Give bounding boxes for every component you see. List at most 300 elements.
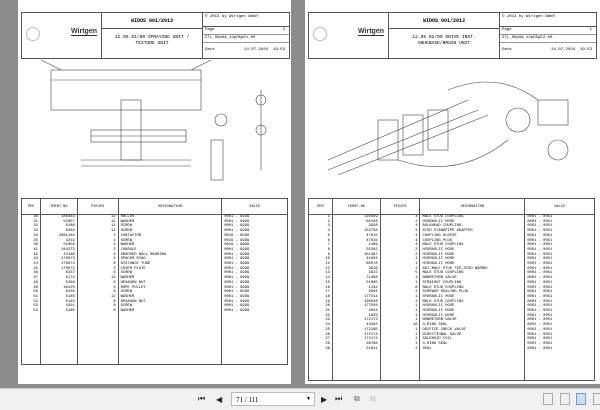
cell-pieces: 1 [380, 276, 420, 281]
cell-ident-no: 3922 [332, 271, 380, 276]
cell-designation: STUD STANDPIPE ADAPTER [420, 229, 525, 234]
cell-designation: HYDRAULIC HOSE [420, 295, 525, 300]
cell-ident-no: 80578 [332, 262, 380, 267]
cell-valid: 0001 - 9999 [222, 262, 288, 267]
cell-designation: ROPE PULLEY [118, 286, 222, 291]
doc-title: WIDOS 001/2013 [102, 13, 202, 29]
cell-ident-no: 172174 [332, 333, 380, 338]
cell-pieces: 8 [77, 309, 118, 314]
cell-pes: 23 [309, 318, 333, 323]
cell-designation: HYDRAULIC HOSE [420, 262, 525, 267]
cell-valid: 0001 - 9999 [222, 215, 288, 220]
wirtgen-logo: Wirtgen [71, 28, 97, 35]
parts-table [21, 198, 288, 365]
cell-pes: 17 [309, 290, 333, 295]
cell-designation: CONTACTOR [118, 234, 222, 239]
cell-ident-no: 48125 [40, 286, 77, 291]
last-page-icon[interactable]: ⏭ [335, 395, 343, 404]
cell-designation: CONSOLE [118, 248, 222, 253]
date-label: Date [502, 48, 512, 52]
cell-pes: 24 [309, 323, 333, 328]
cell-designation: SCREW [118, 229, 222, 234]
copy-icon[interactable]: ⧉ [370, 395, 376, 404]
col-header-pieces: PIECES [77, 199, 118, 215]
seal-icon [313, 27, 327, 41]
cell-valid: 0001 - 9999 [222, 248, 288, 253]
cell-valid: 0001 - 0051 [525, 276, 595, 281]
cell-designation: HYDRAULIC HOSE [420, 309, 525, 314]
cell-pieces: 4 [77, 257, 118, 262]
cell-ident-no: 4043 [332, 309, 380, 314]
page-value: 2 [282, 28, 285, 32]
cell-ident-no: 12166 [40, 253, 77, 258]
cell-pes: 15 [309, 281, 333, 286]
cell-pieces: 2 [77, 248, 118, 253]
continuous-view-icon[interactable] [560, 393, 570, 405]
cell-designation: SCREW [118, 271, 222, 276]
cell-valid: 0001 - 9999 [222, 300, 288, 305]
cell-pes: 9 [309, 253, 333, 258]
date-value: 24.07.2024 [244, 48, 269, 52]
cell-pieces: 8 [77, 304, 118, 309]
cell-pieces: 1 [380, 333, 420, 338]
cell-ident-no: 6264 [40, 229, 77, 234]
cell-pes: 27 [309, 337, 333, 342]
cell-designation: HYDRAULIC HOSE [420, 304, 525, 309]
cell-pieces: 8 [380, 286, 420, 291]
cell-pes: 42 [22, 253, 41, 258]
col-header-designation: DESIGNATION [420, 199, 525, 215]
cell-designation: ROLLER [118, 215, 222, 220]
doc-id: ZTL_SDpHA_12pD5pE2-00 [502, 36, 553, 40]
cell-valid: 0001 - 9999 [222, 295, 288, 300]
cell-designation: DIRECTIONAL VALVE [420, 333, 525, 338]
cell-pes: 22 [309, 314, 333, 319]
cell-pieces: 2 [380, 300, 420, 305]
cell-designation: SCREWED SEALING PLUG [420, 290, 525, 295]
cell-pes: 46 [22, 271, 41, 276]
wirtgen-logo: Wirtgen [358, 28, 384, 35]
cell-pes: 2 [309, 220, 333, 225]
cell-valid: 0001 - 0051 [525, 234, 595, 239]
cell-pes: 6 [309, 239, 333, 244]
col-header-valid: VALID [525, 199, 595, 215]
cell-pes: 18 [309, 295, 333, 300]
cell-designation: SPACER RING [118, 257, 222, 262]
parts-drawing [308, 60, 595, 195]
cell-valid: 0001 - 0051 [525, 243, 595, 248]
cell-pieces: 12 [77, 215, 118, 220]
first-page-icon[interactable]: ⏮ [198, 395, 206, 404]
cell-designation: WASHER [118, 276, 222, 281]
cell-pes: 41 [22, 248, 41, 253]
cell-designation: HEXAGON NUT [118, 281, 222, 286]
cell-ident-no: 1489 [332, 243, 380, 248]
cell-ident-no: 151487 [332, 253, 380, 258]
cell-valid: 0001 - 0051 [525, 253, 595, 258]
cell-pes: 14 [309, 276, 333, 281]
cell-ident-no: 153758 [332, 229, 380, 234]
cell-ident-no: 170872 [40, 267, 77, 272]
cell-valid: 0001 - 0051 [525, 229, 595, 234]
cell-pes: 11 [309, 262, 333, 267]
logo-area [309, 13, 389, 58]
cell-pieces: 1 [380, 314, 420, 319]
cell-pieces: 8 [77, 300, 118, 305]
page-label: Page [502, 28, 512, 32]
section-subtitle: TEXTURE UNIT [135, 41, 169, 46]
cell-pieces: 4 [380, 239, 420, 244]
cell-designation: HEXAGON NUT [118, 300, 222, 305]
pdf-toolbar [0, 388, 600, 410]
cell-valid: 0001 - 0051 [525, 347, 595, 352]
doc-id: ZTL_SDpHA_12pD5pE1-00 [205, 36, 256, 40]
cell-pes: 47 [22, 276, 41, 281]
doc-title: WIDOS 001/2013 [389, 13, 499, 29]
cell-pieces: 4 [380, 243, 420, 248]
cell-pes: 33 [22, 229, 41, 234]
copyright: © 2013 by Wirtgen GmbH [502, 15, 555, 19]
cell-pieces: 4 [77, 239, 118, 244]
cell-pieces: 4 [77, 243, 118, 248]
cell-ident-no: 4219 [40, 239, 77, 244]
date-value: 24.07.2024 [551, 48, 576, 52]
cell-pieces: 1 [380, 257, 420, 262]
cell-pes: 54 [22, 309, 41, 314]
cell-ident-no: 5174 [40, 276, 77, 281]
cell-valid: 0019 - 9999 [222, 239, 288, 244]
time-value: 19:53 [579, 48, 592, 52]
cell-pieces: 2 [77, 234, 118, 239]
cell-pieces: 1 [380, 304, 420, 309]
cell-valid: 0001 - 9999 [222, 276, 288, 281]
cell-pes: 31 [22, 220, 41, 225]
cell-pes: 7 [309, 243, 333, 248]
cell-valid: 0001 - 9999 [222, 267, 288, 272]
cell-pieces: 12 [77, 276, 118, 281]
cell-valid: 0019 - 9999 [222, 243, 288, 248]
cell-valid: 0001 - 0051 [525, 300, 595, 305]
cell-ident-no: 5185 [40, 295, 77, 300]
prev-page-icon[interactable]: ◀ [216, 396, 223, 405]
cell-designation: MALE STUD COUPLING [420, 300, 525, 305]
cell-designation: HYDRAULIC HOSE [420, 220, 525, 225]
pdf-page-right [305, 0, 600, 384]
cell-ident-no: 185684 [40, 215, 77, 220]
cell-pieces: 2 [380, 347, 420, 352]
cell-valid: 0001 - 0051 [525, 239, 595, 244]
cell-pieces: 4 [380, 215, 420, 220]
cell-pes: 49 [22, 286, 41, 291]
cell-pieces: 5 [380, 271, 420, 276]
cell-designation: COUPLING PLUG [420, 239, 525, 244]
section-title: 12.05.02/00 DRIVE-INST. [412, 35, 476, 40]
cell-pes: 45 [22, 267, 41, 272]
cell-pes: 12 [309, 267, 333, 272]
cell-ident-no: 41604 [332, 257, 380, 262]
cell-ident-no: 5268 [40, 281, 77, 286]
col-header-ident-no: IDENT-NO [332, 199, 380, 215]
cell-valid: 0001 - 0051 [525, 267, 595, 272]
seal-icon [26, 27, 40, 41]
cell-designation: SEAL [420, 347, 525, 352]
cell-valid: 0001 - 0051 [525, 281, 595, 286]
date-label: Date [205, 48, 215, 52]
cell-pieces: 8 [77, 290, 118, 295]
cell-pes: 51 [22, 295, 41, 300]
chevron-down-icon[interactable]: ▼ [306, 397, 311, 402]
col-header-pieces: PIECES [380, 199, 420, 215]
copyright: © 2013 by Wirtgen GmbH [205, 15, 258, 19]
cell-valid: 0001 - 9999 [222, 309, 288, 314]
cell-designation: HYDRAULIC HOSE [420, 248, 525, 253]
parts-table [308, 198, 595, 381]
cell-pes: 13 [309, 271, 333, 276]
cell-pes: 30 [22, 215, 41, 220]
cell-pes: 16 [309, 286, 333, 291]
cell-valid: 0001 - 0051 [525, 309, 595, 314]
cell-pes: 28 [309, 342, 333, 347]
cell-pes: 29 [309, 347, 333, 352]
cell-valid: 0001 - 0051 [525, 271, 595, 276]
cell-designation: COVER PLATE [118, 267, 222, 272]
cell-pieces: 12 [77, 220, 118, 225]
cell-pes: 34 [22, 234, 41, 239]
title-block [308, 12, 597, 59]
cell-ident-no: 21041 [332, 347, 380, 352]
cell-ident-no: 38766 [332, 342, 380, 347]
cell-designation: MALE STUD COUPLING [420, 243, 525, 248]
cell-pieces: 1 [380, 267, 420, 272]
cell-pes: 32 [22, 224, 41, 229]
cell-valid: 0001 - 9999 [222, 224, 288, 229]
cell-pieces: 12 [77, 295, 118, 300]
cell-valid: 0001 - 0051 [525, 318, 595, 323]
cell-ident-no: 172173 [332, 318, 380, 323]
cell-designation: DISTANCE TUBE [118, 262, 222, 267]
cell-pieces: 1 [380, 328, 420, 333]
cell-designation: HYDRAULIC HOSE [420, 257, 525, 262]
cell-valid: 0001 - 0051 [525, 333, 595, 338]
cell-designation: WASHER [118, 220, 222, 225]
cell-pes: 21 [309, 309, 333, 314]
col-header-designation: DESIGNATION [118, 199, 222, 215]
cell-ident-no: 2061184 [40, 234, 77, 239]
cell-pieces: 1 [380, 295, 420, 300]
cell-valid: 0001 - 0051 [525, 295, 595, 300]
cell-pes: 53 [22, 304, 41, 309]
cell-designation: SCREW [118, 290, 222, 295]
cell-pes: 26 [309, 333, 333, 338]
cell-pieces: 1 [380, 281, 420, 286]
cell-designation: MALE STUD COUPLING [420, 271, 525, 276]
cell-ident-no: 3919 [332, 267, 380, 272]
cell-ident-no: 6237 [40, 271, 77, 276]
col-header-pes: PES [309, 199, 333, 215]
cell-pieces: 6 [77, 262, 118, 267]
cell-pes: 25 [309, 328, 333, 333]
col-header-pes: PES [22, 199, 41, 215]
cell-valid: 0001 - 0051 [525, 290, 595, 295]
cell-valid: 0001 - 0051 [525, 314, 595, 319]
cell-valid: 0001 - 9999 [222, 286, 288, 291]
cell-pes: 1 [309, 215, 333, 220]
cell-valid: 0001 - 0051 [525, 342, 595, 347]
cell-pes: 52 [22, 300, 41, 305]
cell-ident-no: 96158 [332, 220, 380, 225]
cell-valid: 0001 - 9999 [222, 304, 288, 309]
cell-valid: 0001 - 0051 [525, 286, 595, 291]
cell-pieces: 2 [380, 337, 420, 342]
cell-valid: 0019 - 9999 [222, 234, 288, 239]
col-header-valid: VALID [222, 199, 288, 215]
cell-valid: 0001 - 9999 [222, 281, 288, 286]
next-page-icon[interactable]: ▶ [321, 396, 328, 405]
cell-pes: 36 [22, 243, 41, 248]
cell-pes: 5 [309, 234, 333, 239]
page-label: Page [205, 28, 215, 32]
cell-ident-no: 1132 [332, 286, 380, 291]
cell-ident-no: 51085 [332, 281, 380, 286]
cell-valid: 0001 - 9999 [222, 271, 288, 276]
cell-valid: 0001 - 9999 [222, 257, 288, 262]
rotate-icon[interactable]: ⧉ [354, 395, 360, 404]
cell-ident-no: 170873 [40, 257, 77, 262]
cell-ident-no: 55282 [332, 248, 380, 253]
cell-valid: 0001 - 9999 [222, 253, 288, 258]
cell-ident-no: 5163 [40, 300, 77, 305]
cell-valid: 0001 - 9999 [222, 290, 288, 295]
cell-valid: 0001 - 0051 [525, 304, 595, 309]
cell-valid: 0001 - 0051 [525, 262, 595, 267]
cell-ident-no: 177504 [332, 304, 380, 309]
cell-pes: 43 [22, 257, 41, 262]
cell-pieces: 1 [380, 318, 420, 323]
cell-valid: 0001 - 0051 [525, 257, 595, 262]
cell-ident-no: 47616 [332, 239, 380, 244]
cell-pieces: 2 [77, 267, 118, 272]
cell-ident-no: 177514 [332, 295, 380, 300]
cell-ident-no: 1603 [332, 314, 380, 319]
cell-designation: SCREW [118, 239, 222, 244]
cell-valid: 0001 - 0051 [525, 215, 595, 220]
cell-pieces: 1 [380, 262, 420, 267]
cell-pieces: 4 [77, 253, 118, 258]
cell-pes: 35 [22, 239, 41, 244]
cell-designation: WASHER [118, 309, 222, 314]
cell-pieces: 6 [77, 271, 118, 276]
cell-designation: SOLENOID COIL [420, 337, 525, 342]
cell-valid: 0001 - 0051 [525, 328, 595, 333]
cell-pes: 8 [309, 248, 333, 253]
cell-pieces: 4 [380, 224, 420, 229]
cell-ident-no: 6188 [40, 224, 77, 229]
cell-designation: ORIFICE CHECK VALVE [420, 328, 525, 333]
cell-ident-no: 5185 [40, 309, 77, 314]
cell-ident-no: 138548 [332, 300, 380, 305]
cell-designation: COUPLING SLEEVE [420, 234, 525, 239]
cell-designation: HYDRAULIC HOSE [420, 314, 525, 319]
cell-ident-no: 47615 [332, 234, 380, 239]
cell-pieces: 4 [380, 234, 420, 239]
page-number-input[interactable]: 71 / 111 ▼ [231, 392, 315, 406]
cell-pieces: 2 [380, 220, 420, 225]
cell-designation: HYDRAULIC HOSE [420, 253, 525, 258]
cell-ident-no: 184373 [40, 248, 77, 253]
cell-pes: 50 [22, 290, 41, 295]
cell-ident-no: 172174 [332, 337, 380, 342]
cell-designation: NONRETURN VALVE [420, 276, 525, 281]
cell-ident-no: 43482 [332, 323, 380, 328]
cell-valid: 0001 - 0051 [525, 337, 595, 342]
single-page-view-icon[interactable] [543, 393, 553, 405]
cell-ident-no: 51857 [40, 220, 77, 225]
cell-ident-no: 4261 [40, 304, 77, 309]
cell-ident-no: 172185 [332, 328, 380, 333]
cell-designation: GROOVED BALL BEARING [118, 253, 222, 258]
cell-pieces: 16 [380, 323, 420, 328]
cell-pieces: 2 [380, 229, 420, 234]
cell-ident-no: 110349 [332, 215, 380, 220]
cell-ident-no: 51858 [40, 243, 77, 248]
parts-drawing [21, 60, 288, 195]
cell-pieces: 1 [380, 309, 420, 314]
cell-designation: MALE STUD COUPLING [420, 215, 525, 220]
cell-valid: 0001 - 0051 [525, 248, 595, 253]
logo-area [22, 13, 102, 58]
pdf-page-left [18, 0, 291, 384]
cell-designation: NONRETURN VALVE [420, 318, 525, 323]
cell-ident-no: 3928 [332, 224, 380, 229]
cell-pes: 4 [309, 229, 333, 234]
cell-pieces: 2 [380, 290, 420, 295]
cell-designation: WASHER [118, 243, 222, 248]
cell-ident-no: 170874 [40, 262, 77, 267]
cell-designation: MALE STUD COUPLING [420, 286, 525, 291]
cell-designation: SCREW [118, 304, 222, 309]
cell-valid: 0001 - 0051 [525, 224, 595, 229]
cell-pes: 3 [309, 224, 333, 229]
cell-valid: 0001 - 0051 [525, 323, 595, 328]
cell-designation: SCREW [118, 224, 222, 229]
section-subtitle: ABHEBASE/BRUSH UNIT [417, 41, 471, 46]
cell-pieces: 6 [77, 281, 118, 286]
time-value: 19:53 [272, 48, 285, 52]
cell-pes: 10 [309, 257, 333, 262]
cell-pieces: 1 [380, 342, 420, 347]
cell-pieces: 12 [77, 229, 118, 234]
cell-pes: 19 [309, 300, 333, 305]
col-header-ident-no: IDENT-NO [40, 199, 77, 215]
cell-pes: 20 [309, 304, 333, 309]
cell-ident-no: 71368 [332, 276, 380, 281]
cell-pieces: 2 [77, 286, 118, 291]
cell-designation: ADJ.MALE STUD TEE-STUD BARREL [420, 267, 525, 272]
cell-pes: 48 [22, 281, 41, 286]
cell-pieces: 12 [77, 224, 118, 229]
two-page-continuous-icon[interactable] [593, 393, 600, 405]
page-value: 1 [589, 28, 592, 32]
cell-valid: 0001 - 9999 [222, 229, 288, 234]
two-page-view-icon[interactable] [576, 393, 586, 405]
cell-pes: 44 [22, 262, 41, 267]
cell-designation: BULKHEAD COUPLING [420, 224, 525, 229]
cell-designation: O-RING SEAL [420, 342, 525, 347]
cell-valid: 0001 - 9999 [222, 220, 288, 225]
section-title: 12.05.01/00 SPRAYING UNIT / [114, 35, 190, 40]
cell-pieces: 2 [380, 248, 420, 253]
cell-designation: STRAIGHT COUPLING [420, 281, 525, 286]
